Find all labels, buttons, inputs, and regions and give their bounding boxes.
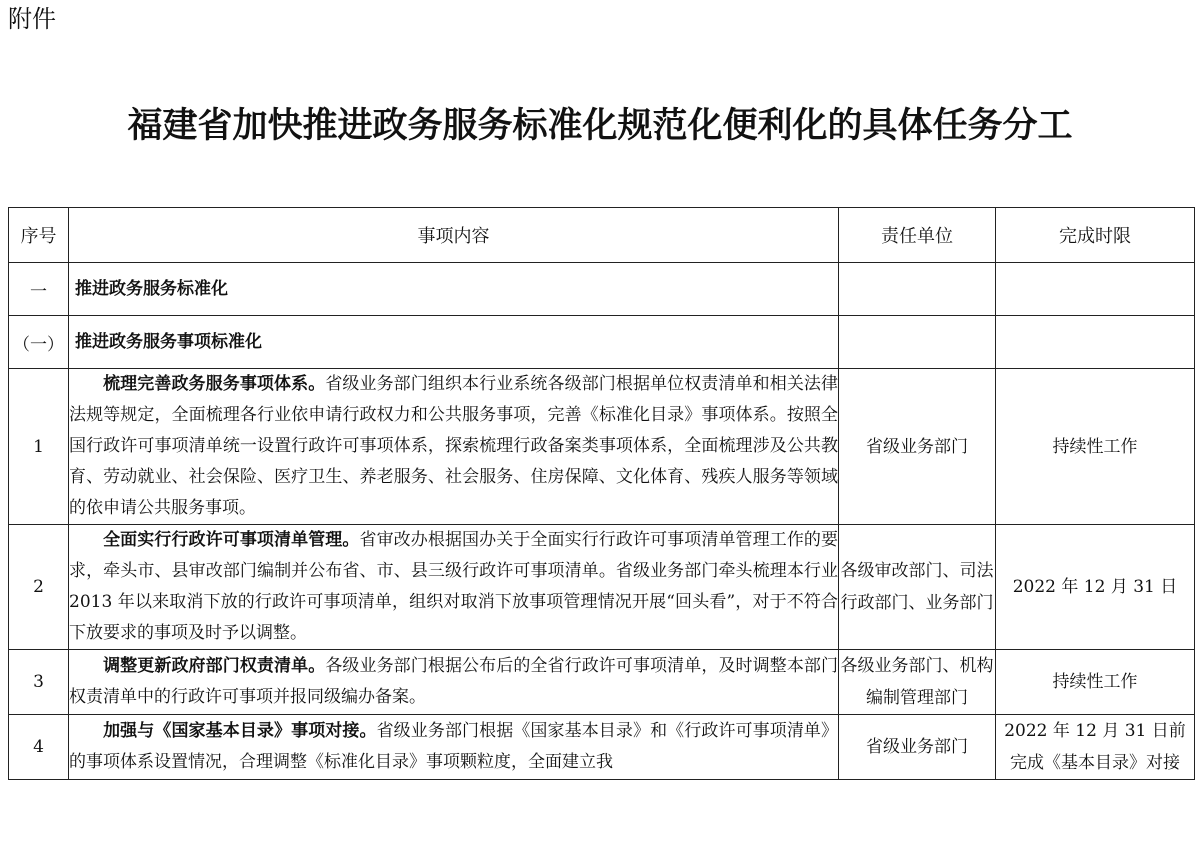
section-title: 推进政务服务标准化 [69,263,839,316]
row-deadline: 2022 年 12 月 31 日前完成《基本目录》对接 [996,715,1195,780]
row-body: 省级业务部门组织本行业系统各级部门根据单位权责清单和相关法律法规等规定，全面梳理各行业依申请行政权力和公共服务事项，完善《标准化目录》事项体系。按照全国行政许可事项清单统一设置行政许可事项体系，探索梳理行政备案类事项体系，全面梳理涉及公共教育、劳动就业、社会保险、医疗卫生、养老服务、社会服务、住房保障、文化体育、残疾人服务等领域的依申请公共服务事项。 [69,374,839,518]
section-unit-cell [839,263,996,316]
row-no: 3 [9,650,69,715]
table-row [9,525,1195,650]
row-no: 4 [9,715,69,780]
row-body: 各级业务部门根据公布后的全省行政许可事项清单，及时调整本部门权责清单中的行政许可事项并报同级编办备案。 [69,656,839,707]
table-row [9,650,1195,715]
row-unit: 各级业务部门、机构编制管理部门 [839,650,996,715]
section-row [9,263,1195,316]
row-no: 2 [9,525,69,650]
row-content [69,650,839,715]
row-content [69,369,839,525]
row-deadline: 持续性工作 [996,369,1195,525]
header-unit: 责任单位 [839,208,996,263]
row-unit: 各级审改部门、司法行政部门、业务部门 [839,525,996,650]
row-no: 1 [9,369,69,525]
task-table [8,207,1195,780]
section-deadline-cell [996,263,1195,316]
row-content [69,715,839,780]
subsection-unit-cell [839,316,996,369]
attachment-label: 附件 [8,5,56,33]
section-no: 一 [9,263,69,316]
row-lead: 加强与《国家基本目录》事项对接。 [103,721,377,741]
row-deadline: 持续性工作 [996,650,1195,715]
row-lead: 全面实行行政许可事项清单管理。 [103,530,360,550]
subsection-title: 推进政务服务事项标准化 [69,316,839,369]
header-no: 序号 [9,208,69,263]
row-unit: 省级业务部门 [839,715,996,780]
row-lead: 调整更新政府部门权责清单。 [103,656,326,676]
table-row [9,715,1195,780]
row-deadline: 2022 年 12 月 31 日 [996,525,1195,650]
subsection-row [9,316,1195,369]
row-content [69,525,839,650]
row-unit: 省级业务部门 [839,369,996,525]
table-header-row [9,208,1195,263]
table-row [9,369,1195,525]
header-deadline: 完成时限 [996,208,1195,263]
row-lead: 梳理完善政务服务事项体系。 [103,374,326,394]
subsection-deadline-cell [996,316,1195,369]
row-body: 省审改办根据国办关于全面实行行政许可事项清单管理工作的要求，牵头市、县审改部门编制并公布省、市、县三级行政许可事项清单。省级业务部门牵头梳理本行业 2013 年以来取消下放的行政许可事项清单，组织对取消下放事项管理情况开展“回头看”，对于不符合下放要求的事项及时予以调整。 [69,530,839,643]
row-body: 省级业务部门根据《国家基本目录》和《行政许可事项清单》的事项体系设置情况，合理调整《标准化目录》事项颗粒度，全面建立我 [69,721,839,772]
document-title: 福建省加快推进政务服务标准化规范化便利化的具体任务分工 [127,105,1073,146]
subsection-no: （一） [9,316,69,369]
header-content: 事项内容 [69,208,839,263]
